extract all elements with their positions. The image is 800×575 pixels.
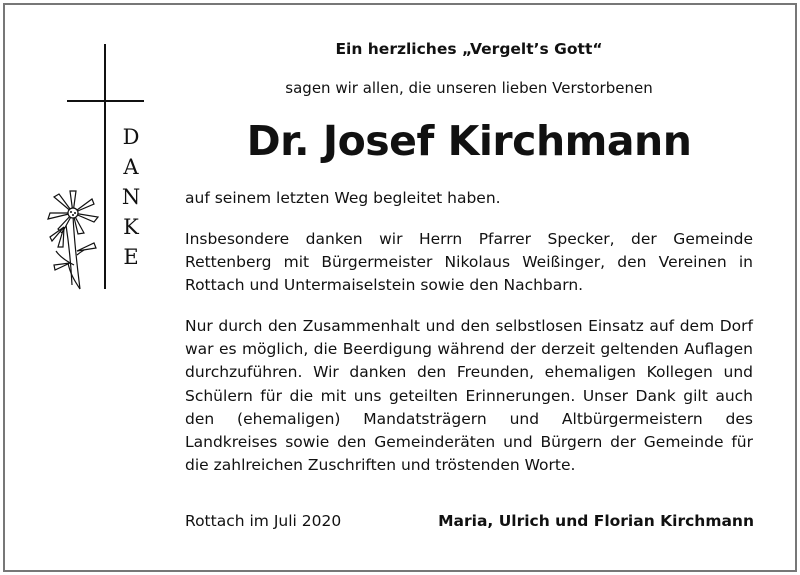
deceased-name: Dr. Josef Kirchmann [246,117,692,165]
danke-letter: D [122,125,140,149]
danke-letter: K [123,215,139,239]
paragraph-1: auf seinem letzten Weg begleitet haben. [185,189,501,207]
cross-vertical-bar [104,44,106,289]
thanks-headline: Ein herzliches „Vergelt’s Gott“ [335,40,603,58]
danke-letter: N [121,185,141,209]
intro-line: sagen wir allen, die unseren lieben Verstorbenen [285,79,653,97]
danke-letter: A [123,155,139,179]
edelweiss-icon [44,185,102,290]
place-date: Rottach im Juli 2020 [185,512,342,530]
danke-letter: E [123,245,139,269]
paragraph-2: Insbesondere danken wir Herrn Pfarrer Specker, der Gemeinde Rettenberg mit Bürgermeister Nikolaus Weißinger, den Vereinen in Rottach und Untermaiselstein sowie den Nachbarn. [185,230,753,295]
signatories: Maria, Ulrich und Florian Kirchmann [438,512,754,530]
cross-horizontal-bar [67,100,144,102]
danke-vertical-text [120,122,142,272]
paragraph-3: Nur durch den Zusammenhalt und den selbstlosen Einsatz auf dem Dorf war es möglich, die Beerdigung während der derzeit geltenden Auflagen durchzuführen. Wir danken den Freunden, ehemaligen Kollegen und Schülern für die mit uns geteilten Erinnerungen. Unser Dank gilt auch den (ehemaligen) Mandatsträgern und Altbürgermeistern des Landkreises sowie den Gemeinderäten und Bürgern der Gemeinde für die zahlreichen Zuschriften und tröstenden Worte. [185,317,753,475]
